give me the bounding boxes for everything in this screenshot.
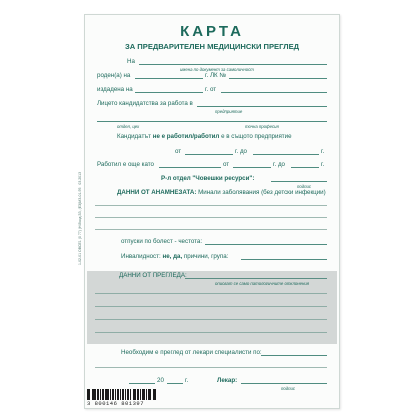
medical-exam-card: [78, 14, 340, 409]
label-hr-dept: Р-л отдел "Човешки ресурси":: [161, 175, 255, 182]
exam-line-2[interactable]: [95, 293, 327, 294]
barcode-bar: [94, 389, 96, 400]
disability-label: Инвалидност: не, да, причини, група:: [121, 253, 229, 260]
barcode-bar: [123, 389, 124, 400]
label-otpuski: отпуски по болест - честота:: [121, 238, 203, 245]
barcode-bar: [115, 389, 116, 400]
label-specialists: Необходим е преглед от лекари специалисти по:: [121, 349, 262, 356]
barcode-digits: 3 800146 801397: [87, 400, 145, 407]
label-g-end2: г.: [321, 161, 325, 168]
date-year-line[interactable]: [167, 383, 183, 384]
side-print-code: 1-02-01 ОВСЕ1 (0 77) (Н.Вход.ЗЗ, (ЕЗ)МЗ-01-95 03.2013: [78, 171, 82, 265]
barcode-bar: [130, 389, 132, 400]
label-g-lk: г. ЛК №: [205, 72, 226, 79]
card-title: КАРТА: [180, 23, 244, 40]
name-hint: имена по документ за самоличност: [180, 67, 254, 72]
specialists-line-2[interactable]: [95, 367, 327, 368]
period1-to-line[interactable]: [253, 154, 319, 155]
period1-from-line[interactable]: [185, 154, 233, 155]
barcode-bar: [138, 389, 139, 400]
label-year-g: г.: [185, 377, 189, 384]
anamnesis-line-2[interactable]: [95, 217, 327, 218]
label-litseto: Лицето кандидатства за работа в: [97, 100, 193, 107]
name-line[interactable]: [139, 64, 327, 65]
barcode-bar: [146, 389, 147, 400]
barcode-bar: [140, 389, 141, 400]
barcode-bar: [150, 389, 151, 400]
anamnesis-heading: ДАННИ ОТ АНАМНЕЗАТА: Минали заболявания (без детски инфекции): [117, 189, 326, 196]
dept-profession-line[interactable]: [97, 121, 327, 122]
barcode-bar: [143, 389, 145, 400]
card-subtitle: ЗА ПРЕДВАРИТЕЛЕН МЕДИЦИНСКИ ПРЕГЛЕД: [124, 42, 300, 51]
label-year-20: 20: [157, 377, 164, 384]
barcode: [87, 389, 157, 405]
barcode-bar: [105, 389, 106, 400]
exam-heading: ДАННИ ОТ ПРЕГЛЕДА:: [119, 272, 187, 279]
label-g-end1: г.: [321, 148, 325, 155]
doctor-signature-line[interactable]: [241, 383, 327, 384]
barcode-bar: [155, 389, 156, 400]
label-ot2: от: [223, 161, 230, 168]
exam-line-3[interactable]: [95, 306, 327, 307]
exam-line-4[interactable]: [95, 319, 327, 320]
label-doctor: Лекар:: [217, 377, 238, 384]
candidate-status: Кандидатът не е работил/работил е в същото предприятие: [117, 133, 292, 140]
disability-line[interactable]: [241, 259, 327, 260]
birthdate-line[interactable]: [135, 78, 203, 79]
id-number-line[interactable]: [229, 78, 327, 79]
exam-hint: описват се само патологичните отклонения: [215, 281, 310, 286]
label-g-ot: г. от: [205, 86, 217, 93]
label-rabotil: Работил е още като: [97, 161, 154, 168]
barcode-bar: [110, 389, 111, 400]
barcode-bar: [118, 389, 120, 400]
anamnesis-line-3[interactable]: [95, 229, 327, 230]
period2-from-line[interactable]: [233, 167, 271, 168]
hr-signature-line[interactable]: [271, 181, 327, 182]
barcode-bars: [87, 389, 157, 400]
label-g-do2: г. до: [273, 161, 285, 168]
label-ot1: от: [175, 148, 182, 155]
barcode-bar: [135, 389, 136, 400]
issued-by-line[interactable]: [221, 92, 327, 93]
company-line[interactable]: [197, 106, 327, 107]
sick-leave-line[interactable]: [205, 244, 327, 245]
anamnesis-line-1[interactable]: [95, 205, 327, 206]
hr-signature-hint: подпис: [297, 184, 312, 189]
dept-hint: отдел, цех: [117, 124, 140, 129]
barcode-bar: [100, 389, 101, 400]
specialists-line-1[interactable]: [261, 355, 327, 356]
exam-line-5[interactable]: [95, 332, 327, 333]
barcode-bar: [89, 389, 90, 400]
label-roden: роден(а) на: [97, 72, 131, 79]
prev-job-line[interactable]: [159, 167, 221, 168]
label-g-do1: г. до: [235, 148, 247, 155]
barcode-bar: [125, 389, 126, 400]
profession-hint: точна професия: [245, 124, 279, 129]
label-na: На: [127, 58, 135, 65]
doctor-signature-hint: подпис: [281, 386, 296, 391]
exam-line-1[interactable]: [185, 278, 327, 279]
date-day-line[interactable]: [129, 383, 155, 384]
label-izdadena: издадена на: [97, 86, 133, 93]
barcode-bar: [120, 389, 121, 400]
company-hint: предприятие: [215, 109, 243, 114]
period2-to-line[interactable]: [291, 167, 319, 168]
barcode-bar: [98, 389, 99, 400]
issue-date-line[interactable]: [135, 92, 203, 93]
